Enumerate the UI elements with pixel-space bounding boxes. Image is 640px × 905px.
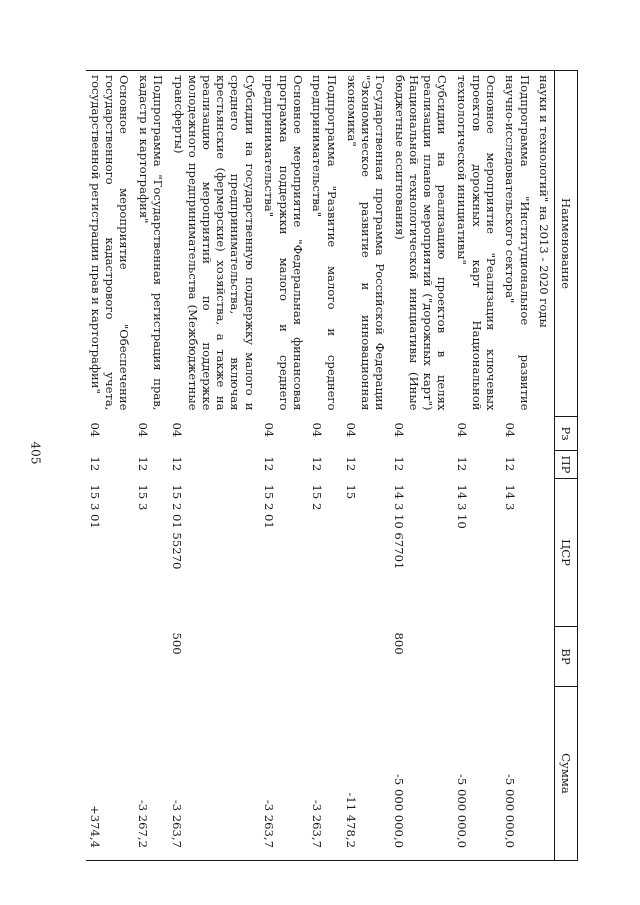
cell-csr: 14 3 10 67701 xyxy=(391,484,406,570)
cell-sum: -11 478,2 xyxy=(342,687,390,861)
cell-name: Основное мероприятие "Реализация ключевых проектов дорожных карт Национальной технологической инициативы" xyxy=(452,71,500,417)
cell-sum: -5 000 000,0 xyxy=(390,687,453,861)
cell-name: Субсидии на реализацию проектов в целях реализации планов мероприятий ("дорожных карт") Национальной технологической инициативы (Иные бюджетные ассигнования) xyxy=(390,71,453,417)
table-row xyxy=(168,71,259,861)
cell-name: Подпрограмма "Институциональное развитие научно-исследовательского сектора" xyxy=(501,71,535,417)
cell-sum: -3 263,7 xyxy=(168,687,259,861)
cell-csr: 15 3 xyxy=(136,484,151,511)
cell-sum: -3 263,7 xyxy=(260,687,308,861)
cell-sum: -5 000 000,0 xyxy=(452,687,500,861)
cell-csr: 15 2 xyxy=(309,484,324,511)
cell-rz: 04 xyxy=(170,422,185,438)
cell-pr: 12 xyxy=(343,456,358,472)
budget-table xyxy=(86,70,578,861)
cell-vr xyxy=(260,627,308,687)
table-row xyxy=(86,71,134,861)
cell-name: Субсидии на государственную поддержку малого и среднего предпринимательства, включая крестьянские (фермерские) хозяйства, а также на реализацию мероприятий по поддержке молодежного предпринимательства (Межбюджетные трансферты) xyxy=(168,71,259,417)
header-sum: Сумма xyxy=(555,687,578,861)
cell-pr: 12 xyxy=(391,456,406,472)
cell-name: Основное мероприятие "Обеспечение государственного кадастрового учета, государственной регистрации прав и картографии" xyxy=(86,71,134,417)
cell-sum xyxy=(535,687,555,861)
cell-rz: 04 xyxy=(88,422,103,438)
cell-rz: 04 xyxy=(136,422,151,438)
cell-rz: 04 xyxy=(343,422,358,438)
cell-pr: 12 xyxy=(502,456,517,472)
table-row xyxy=(342,71,390,861)
cell-name: Основное мероприятие "Федеральная финансовая программа поддержки малого и среднего предпринимательства" xyxy=(260,71,308,417)
header-rz: Рз xyxy=(555,417,578,451)
cell-vr: 500 xyxy=(170,632,185,655)
table-header-row xyxy=(555,71,578,861)
cell-pr: 12 xyxy=(136,456,151,472)
cell-sum: -5 000 000,0 xyxy=(501,687,535,861)
cell-vr xyxy=(535,627,555,687)
table-row xyxy=(535,71,555,861)
header-vr: ВР xyxy=(555,627,578,687)
cell-sum: +374,4 xyxy=(86,687,134,861)
cell-vr xyxy=(342,627,390,687)
table-row xyxy=(390,71,453,861)
cell-csr: 15 xyxy=(343,484,358,500)
cell-rz: 04 xyxy=(502,422,517,438)
header-csr: ЦСР xyxy=(555,479,578,627)
cell-csr: 15 2 01 55270 xyxy=(170,484,185,570)
page-number: 405 xyxy=(28,441,42,465)
cell-vr xyxy=(134,627,168,687)
cell-csr: 14 3 xyxy=(502,484,517,511)
cell-name: науки и технологий" на 2013 - 2020 годы xyxy=(535,71,555,417)
header-pr: ПР xyxy=(555,451,578,479)
cell-pr: 12 xyxy=(261,456,276,472)
cell-rz: 04 xyxy=(391,422,406,438)
table-row xyxy=(260,71,308,861)
header-name: Наименование xyxy=(555,71,578,417)
cell-csr: 14 3 10 xyxy=(454,484,469,529)
cell-rz: 04 xyxy=(261,422,276,438)
table-row xyxy=(308,71,342,861)
cell-csr: 15 3 01 xyxy=(88,484,103,529)
cell-pr: 12 xyxy=(88,456,103,472)
cell-name: Государственная программа Российской Федерации "Экономическое развитие и инновационная экономика" xyxy=(342,71,390,417)
table-row xyxy=(501,71,535,861)
cell-rz: 04 xyxy=(454,422,469,438)
table-row xyxy=(452,71,500,861)
cell-csr: 15 2 01 xyxy=(261,484,276,529)
cell-rz xyxy=(535,417,555,451)
cell-sum: -3 267,2 xyxy=(134,687,168,861)
table-rotation-wrapper xyxy=(86,70,578,860)
cell-vr: 800 xyxy=(391,632,406,655)
cell-pr: 12 xyxy=(454,456,469,472)
cell-rz: 04 xyxy=(309,422,324,438)
cell-pr xyxy=(535,451,555,479)
cell-name: Подпрограмма "Развитие малого и среднего предпринимательства" xyxy=(308,71,342,417)
cell-vr xyxy=(452,627,500,687)
cell-name: Подпрограмма "Государственная регистрация прав, кадастр и картография" xyxy=(134,71,168,417)
cell-csr xyxy=(535,479,555,627)
cell-sum: -3 263,7 xyxy=(308,687,342,861)
table-row xyxy=(134,71,168,861)
cell-vr xyxy=(308,627,342,687)
cell-vr xyxy=(86,627,134,687)
cell-pr: 12 xyxy=(170,456,185,472)
cell-pr: 12 xyxy=(309,456,324,472)
cell-vr xyxy=(501,627,535,687)
